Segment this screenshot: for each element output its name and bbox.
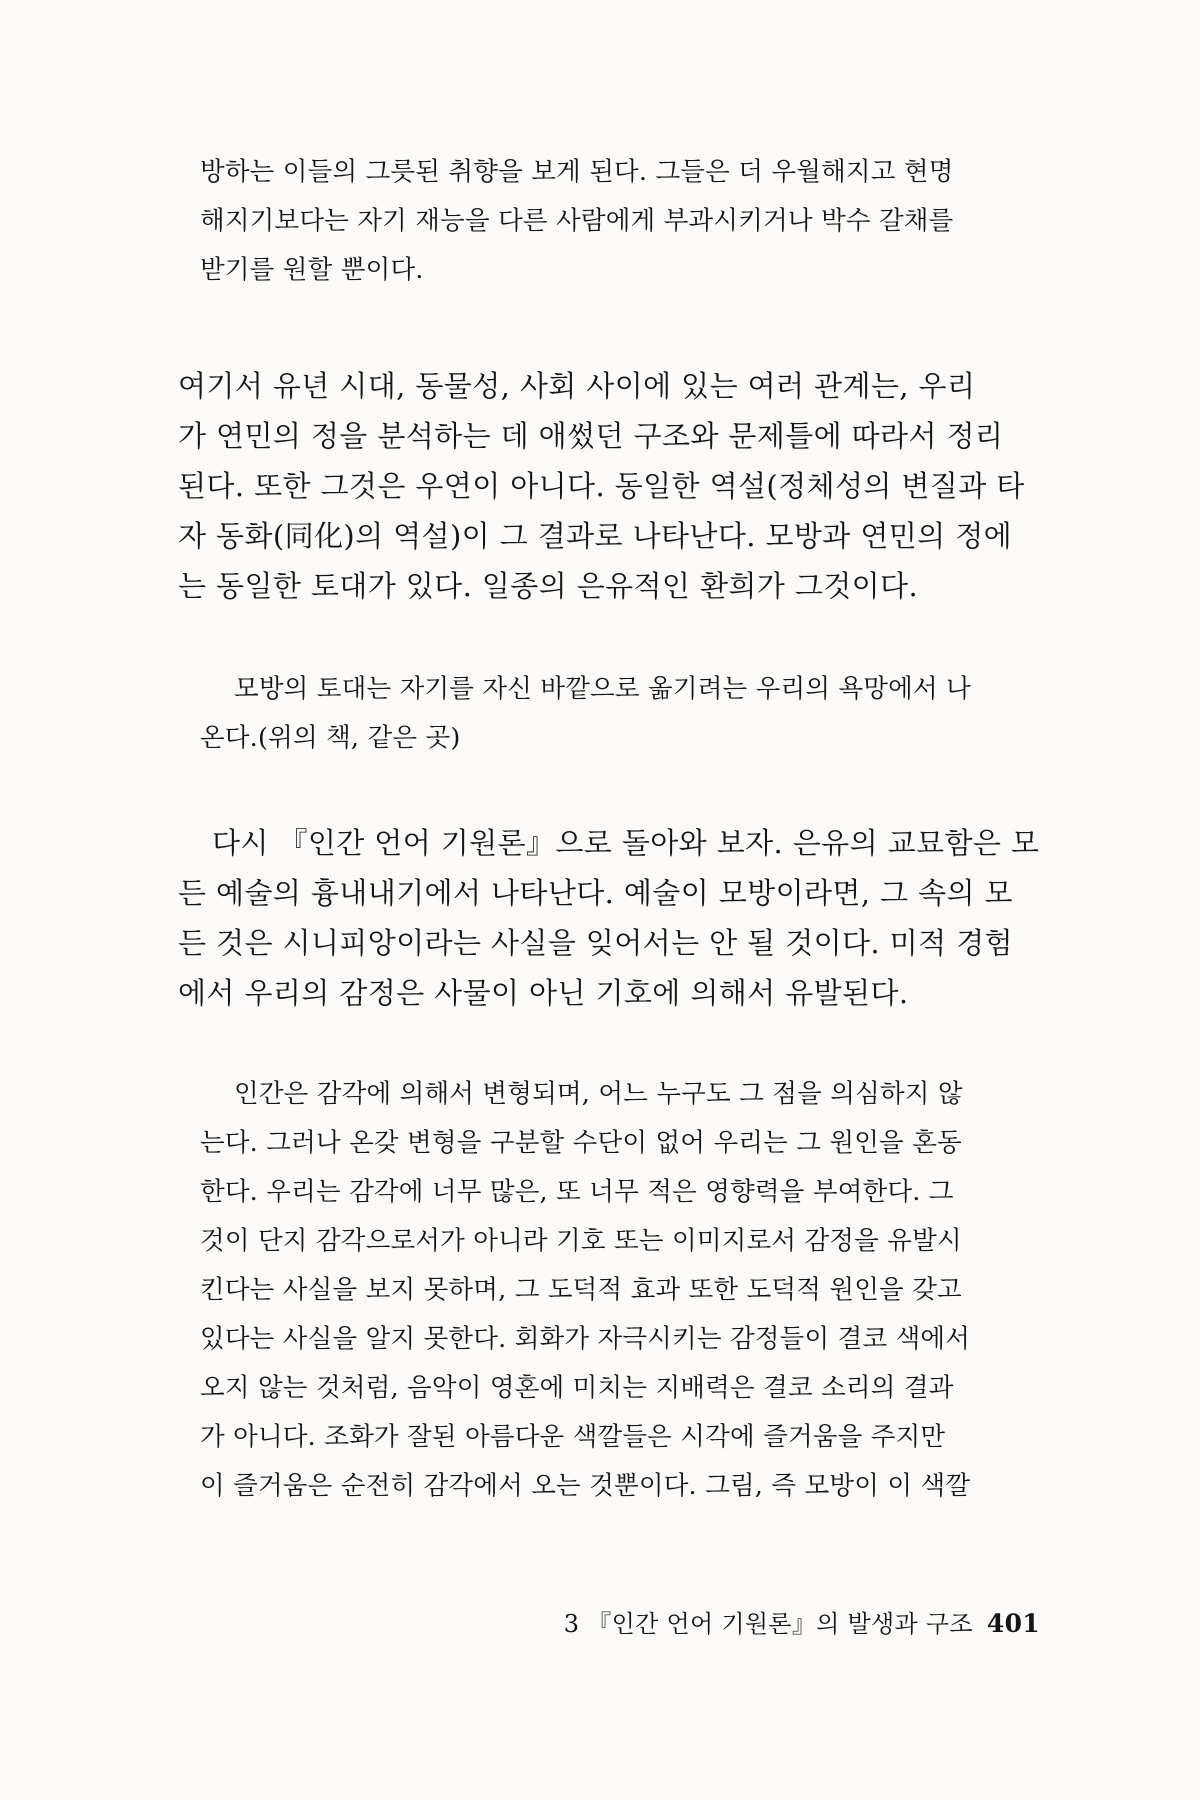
page-number: 401 xyxy=(986,1609,1040,1638)
text-line: 가 아니다. 조화가 잘된 아름다운 색깔들은 시각에 즐거움을 주지만 xyxy=(200,1422,946,1452)
page-footer xyxy=(540,1604,1040,1639)
text-line: 있다는 사실을 알지 못한다. 회화가 자극시키는 감정들이 결코 색에서 xyxy=(200,1324,971,1354)
text-line: 킨다는 사실을 보지 못하며, 그 도덕적 효과 또한 도덕적 원인을 갖고 xyxy=(200,1275,962,1305)
text-line: 든 예술의 흉내내기에서 나타난다. 예술이 모방이라면, 그 속의 모 xyxy=(178,876,1013,910)
block-quote-continuation xyxy=(200,148,1040,295)
text-line: 여기서 유년 시대, 동물성, 사회 사이에 있는 여러 관계는, 우리 xyxy=(178,369,976,403)
text-line: 해지기보다는 자기 재능을 다른 사람에게 부과시키거나 박수 갈채를 xyxy=(200,206,954,236)
text-line: 온다.(위의 책, 같은 곳) xyxy=(200,723,461,753)
text-line: 이 즐거움은 순전히 감각에서 오는 것뿐이다. 그림, 즉 모방이 이 색깔 xyxy=(200,1471,971,1501)
text-line: 는다. 그러나 온갖 변형을 구분할 수단이 없어 우리는 그 원인을 혼동 xyxy=(200,1128,962,1158)
running-head: 3 『인간 언어 기원론』의 발생과 구조 xyxy=(563,1610,973,1638)
block-quote-3 xyxy=(200,1070,1040,1511)
text-line: 모방의 토대는 자기를 자신 바깥으로 옮기려는 우리의 욕망에서 나 xyxy=(234,674,971,704)
text-line: 자 동화(同化)의 역설)이 그 결과로 나타난다. 모방과 연민의 정에 xyxy=(178,519,1013,553)
text-line: 것이 단지 감각으로서가 아니라 기호 또는 이미지로서 감정을 유발시 xyxy=(200,1226,962,1256)
text-line: 가 연민의 정을 분석하는 데 애썼던 구조와 문제틀에 따라서 정리 xyxy=(178,419,1004,453)
text-line: 든 것은 시니피앙이라는 사실을 잊어서는 안 될 것이다. 미적 경험 xyxy=(178,926,1013,960)
text-line: 받기를 원할 뿐이다. xyxy=(200,255,424,285)
text-line: 인간은 감각에 의해서 변형되며, 어느 누구도 그 점을 의심하지 않 xyxy=(234,1079,963,1109)
text-line: 방하는 이들의 그릇된 취향을 보게 된다. 그들은 더 우월해지고 현명 xyxy=(200,157,954,187)
text-line: 한다. 우리는 감각에 너무 많은, 또 너무 적은 영향력을 부여한다. 그 xyxy=(200,1177,954,1207)
text-line: 다시 『인간 언어 기원론』으로 돌아와 보자. 은유의 교묘함은 모 xyxy=(212,826,1040,860)
text-line: 오지 않는 것처럼, 음악이 영혼에 미치는 지배력은 결코 소리의 결과 xyxy=(200,1373,954,1403)
text-line: 는 동일한 토대가 있다. 일종의 은유적인 환희가 그것이다. xyxy=(178,569,919,603)
block-quote-2 xyxy=(200,665,1040,763)
body-paragraph-1 xyxy=(178,361,1042,611)
text-line: 된다. 또한 그것은 우연이 아니다. 동일한 역설(정체성의 변질과 타 xyxy=(178,469,1025,503)
text-line: 에서 우리의 감정은 사물이 아닌 기호에 의해서 유발된다. xyxy=(178,976,909,1010)
body-paragraph-2 xyxy=(178,818,1042,1018)
